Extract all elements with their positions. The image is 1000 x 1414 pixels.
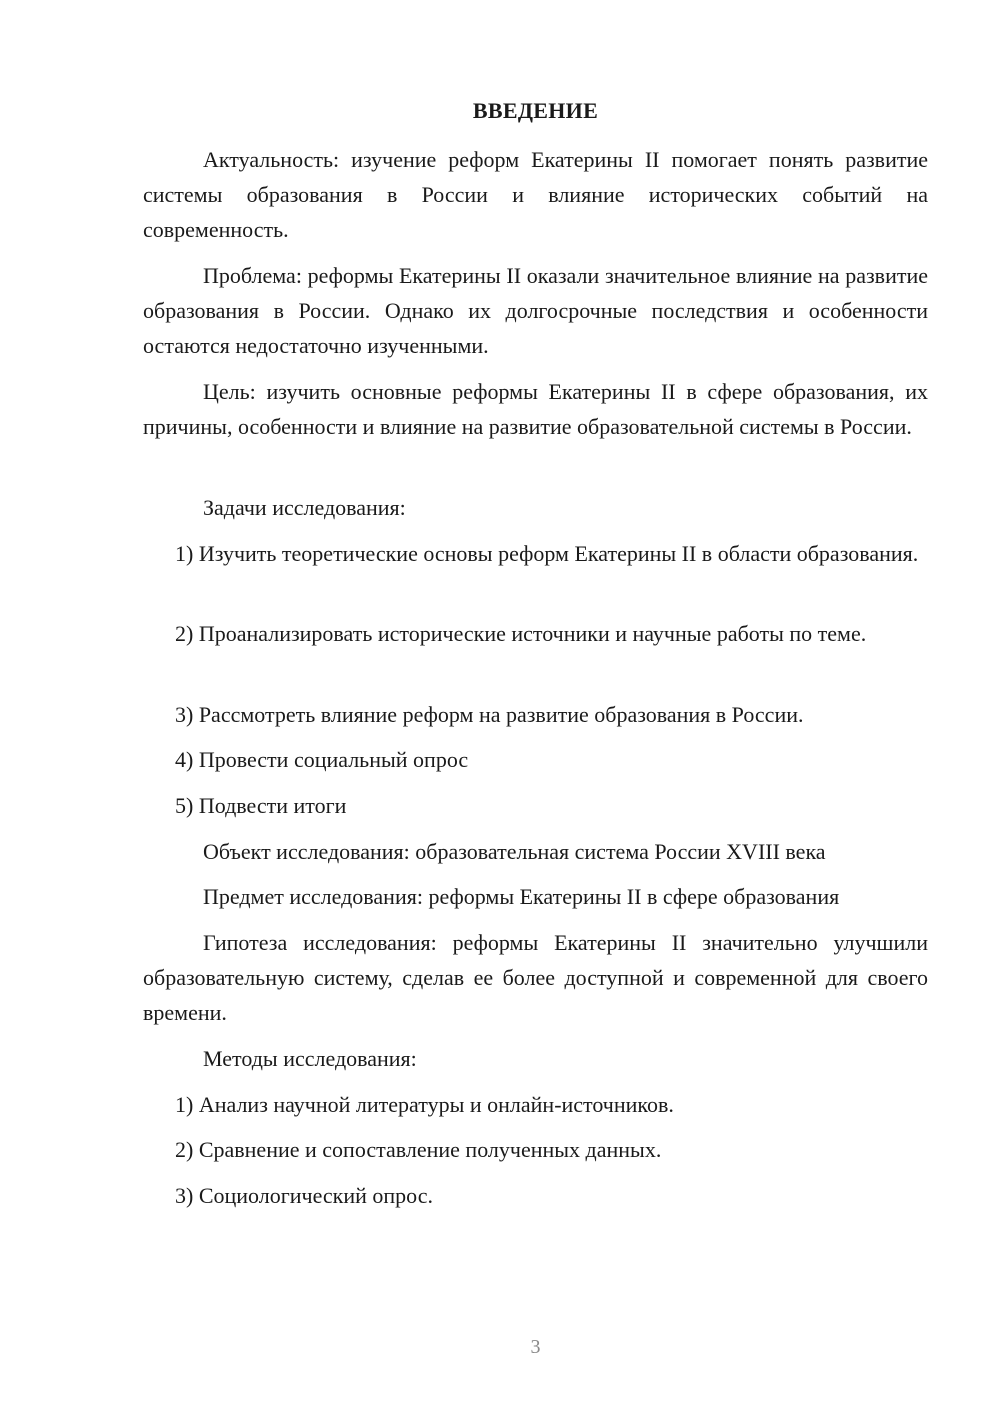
paragraph-problem: Проблема: реформы Екатерины II оказали значительное влияние на развитие образования в России. Однако их долгосрочные последствия и особенности остаются недостаточно изученными.	[143, 263, 928, 358]
paragraph-subject: Предмет исследования: реформы Екатерины II в сфере образования	[203, 884, 840, 909]
method-item: 1) Анализ научной литературы и онлайн-источников.	[175, 1092, 674, 1117]
task-item: 5) Подвести итоги	[175, 793, 347, 818]
task-item: 4) Провести социальный опрос	[175, 747, 469, 772]
task-item: 2) Проанализировать исторические источники и научные работы по теме.	[175, 621, 867, 646]
paragraph-object: Объект исследования: образовательная система России XVIII века	[203, 839, 826, 864]
method-item: 3) Социологический опрос.	[175, 1183, 433, 1208]
task-item: 1) Изучить теоретические основы реформ Екатерины II в области образования.	[175, 541, 919, 566]
page-number: 3	[530, 1336, 541, 1358]
paragraph-hypothesis: Гипотеза исследования: реформы Екатерины II значительно улучшили образовательную систему, сделав ее более доступной и современной для своего времени.	[143, 930, 928, 1025]
tasks-heading: Задачи исследования:	[203, 495, 406, 520]
methods-heading: Методы исследования:	[203, 1046, 417, 1071]
task-item: 3) Рассмотреть влияние реформ на развитие образования в России.	[175, 702, 804, 727]
section-title: ВВЕДЕНИЕ	[472, 98, 599, 123]
paragraph-goal: Цель: изучить основные реформы Екатерины II в сфере образования, их причины, особенности и влияние на развитие образовательной системы в России.	[143, 379, 928, 439]
document-page	[143, 0, 928, 1414]
method-item: 2) Сравнение и сопоставление полученных данных.	[175, 1137, 662, 1162]
paragraph-relevance: Актуальность: изучение реформ Екатерины II помогает понять развитие системы образования в России и влияние исторических событий на современность.	[143, 147, 928, 242]
